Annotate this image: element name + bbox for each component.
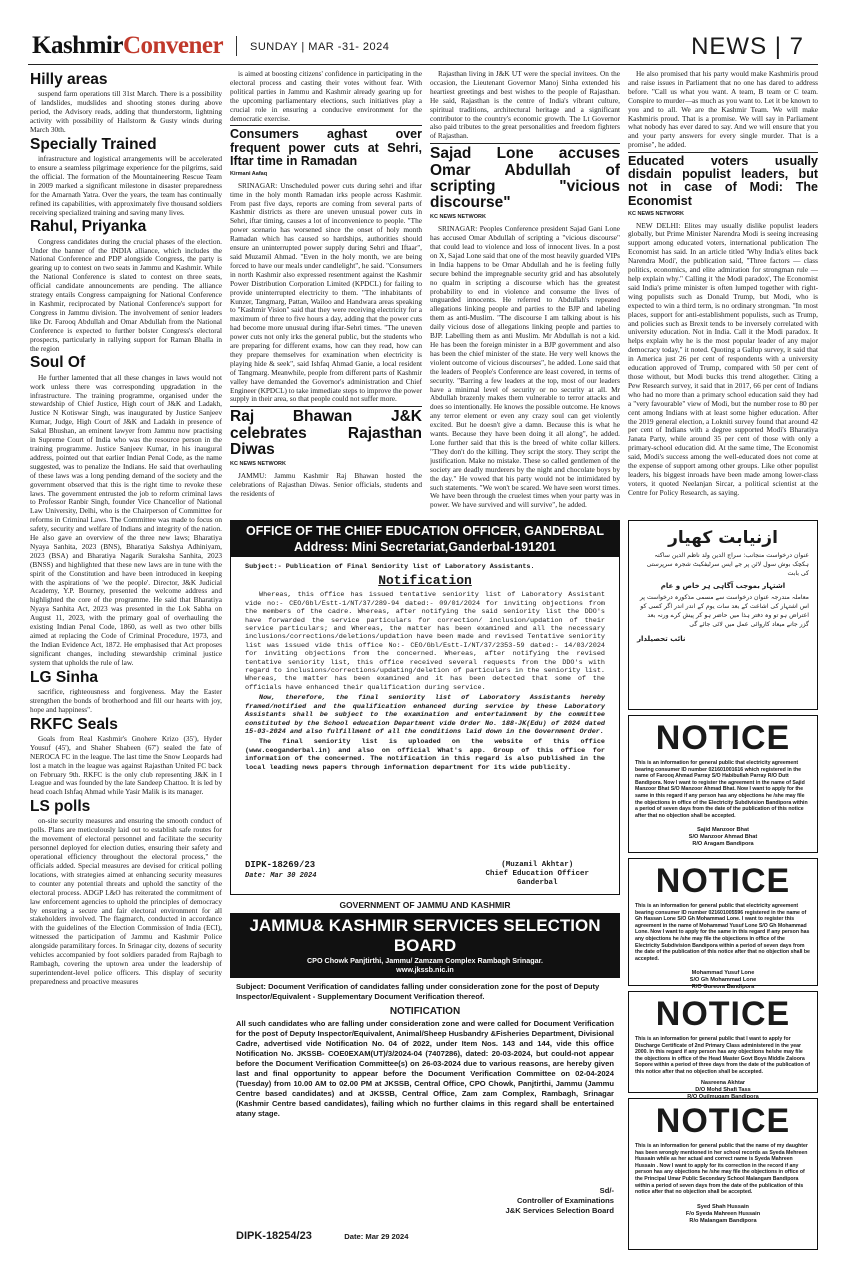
headline-raj-bhawan: Raj Bhawan J&K celebrates Rajasthan Diwas: [230, 408, 422, 458]
article-text: on-site security measures and ensuring the smooth conduct of polls. Plans are meticulously laid out to establish safe routes for the movement of electoral personnel and facilitate the security personnel deployed for election duties, ensuring their safety and operational efficiency throughout the electoral process," the officials added. Special measures are devised for critical polling locations, with strategies aimed at enhancing security measures to counter any potential threats and uphold the sanctity of the electoral process. ADGP L&O has reiterated the commitment of law enforcement agencies to uphold the principles of democracy by ensuring a secure and fair electoral environment for all stakeholders involved. The flagmarch, conducted in accordance with the guidelines of the Election Commission of India (ECI), witnessed the participation of Jammu and Kashmir Police alongside paramilitary forces. In Srinagar city, dozens of security vehicles accompanied by foot soldiers paraded from Rajbagh to Rambagh, covering the uptown area under the leadership of superintendent-level police officers. This display of security preparedness and proactive measures: [30, 816, 222, 986]
notice-title: NOTICE: [655, 1102, 791, 1140]
masthead: [28, 30, 818, 65]
ad-office-address: Address: Mini Secretariat,Ganderbal-191201: [294, 540, 556, 554]
notice-signer-address: R/O Quilmuqam Bandipora: [687, 1093, 759, 1100]
notice-title: NOTICE: [655, 719, 791, 757]
column-2: [230, 70, 422, 512]
notice-4: [628, 1098, 818, 1250]
headline-soul-of: Soul Of: [30, 354, 86, 372]
headline-consumers-aghast: Consumers aghast over frequent power cuts at Sehri, Iftar time in Ramadan: [230, 127, 422, 168]
section-page: NEWS | 7: [691, 33, 804, 60]
notice-2: [628, 858, 818, 991]
ad-header: [231, 521, 619, 557]
notice-signer-address: R/o Malangam Bandipora: [689, 1217, 757, 1224]
divider: [628, 152, 818, 153]
ad-body-italic: Now, therefore, the final seniority list of Laboratory Assistants hereby framed/notified and the qualification enhanced during service by these Laboratory Assistants shall be subject to the examination and entertainment by the committee constituted by the School education Department vide Order No. 188-JK(Edu) of 2024 dated 15-03-2024 and also fulfillment of all the conditions laid down in the Government Order.: [245, 694, 605, 736]
headline-hilly-areas: Hilly areas: [30, 71, 108, 88]
newspaper-logo: [32, 32, 223, 60]
jkssb-government: GOVERNMENT OF JAMMU AND KASHMIR: [339, 900, 511, 910]
notice-signer-name: Mohammad Yusuf Lone: [691, 970, 755, 977]
ad-signer-title: Chief Education Officer: [485, 870, 589, 878]
divider: [230, 125, 422, 126]
notice-signer-parent: S/O Manzoor Ahmad Bhat: [688, 834, 758, 841]
article-text: infrastructure and logistical arrangements will be accelerated to ensure a seamless pilgrimage experience for the pilgrims, said the official. The formation of the Mountaineering Rescue Team in 2009 marked a significant milestone in disaster preparedness for the Amarnath Yatra. Over the years, the team has continually refined its capabilities, with approximately five thousand soldiers receiving specialized training and saving many lives.: [30, 154, 222, 217]
issue-date: SUNDAY | MAR -31- 2024: [250, 41, 390, 53]
article-text: He also promised that his party would make Kashmiris proud and raise issues in Parliament that no one has dared to address before. "Call us what you want. A team, B team or C team. Conspire to murder—as much as you want to. Let it be known to you and to all. We are the Kashmir Team. We will make Kashmiris proud. That is a promise. We will say in Parliament what nobody has ever dared to say. And we will ensure that you and your party answers for every single murder. That is a promise", he added.: [628, 70, 818, 150]
jkssb-heading: NOTIFICATION: [389, 1006, 461, 1017]
jkssb-subject: Subject: Document Verification of candidates falling under consideration zone for the post of Deputy Inspector/Equivalent - Supplementary Document Verification thereof.: [236, 982, 600, 1001]
article-text: Rajasthan living in J&K UT were the special invitees. On the occasion, the Lieutenant Governor Manoj Sinha extended his heartiest greetings and best wishes to the people of Rajasthan. He said, Rajasthan is the centre of India's vibrant culture, spiritual traditions, architectural heritage and a significant contributor to the country's economic growth. The Lt Governor also paid tributes to the great personalities and freedom fighters of Rajasthan.: [430, 70, 620, 141]
divider: [430, 143, 620, 144]
notice-1: [628, 715, 818, 853]
jkssb-signer-title: Controller of Examinations: [516, 1196, 614, 1205]
byline: Kirmani Aafaq: [230, 170, 268, 177]
urdu-title: ازنیابت کھیار: [668, 528, 778, 548]
ad-date: Date: Mar 30 2024: [245, 872, 317, 880]
ad-signer-place: Ganderbal: [516, 879, 558, 887]
headline-rkfc-seals: RKFC Seals: [30, 715, 118, 733]
headline-ls-polls: LS polls: [30, 798, 91, 816]
masthead-divider: [236, 36, 237, 56]
ad-heading: Notification: [378, 573, 472, 589]
ad-office-title: OFFICE OF THE CHIEF EDUCATION OFFICER, GANDERBAL: [245, 524, 605, 538]
column-1: [30, 70, 222, 1252]
notice-title: NOTICE: [655, 862, 791, 900]
notice-signer-parent: D/O Mohd Shafi Tass: [695, 1086, 751, 1093]
notice-signer-name: Syed Shah Hussain: [697, 1203, 749, 1210]
article-text: NEW DELHI: Elites may usually dislike populist leaders globally, but Prime Minister Narendra Modi is seeing increasing support among educated voters, international publication The Economist has said. In an article titled 'Why India's elites back Narendra Modi', the publication said, "Three factors — class politics, economics, and elite admiration for strongman rule — help explain why." Calling it 'the Modi paradox', The Economist said India's prime minister is often lumped together with right-wing populists such as Donald Trump, but Modi, who is expected to win a third term, is no ordinary strongman. "In most places, support for anti-establishment populists, such as Trump, and policies such as Brexit tends to be inversely correlated with university education. Not in India. Call it the Modi paradox. It helps explain why he is the most popular leader of any major democracy today," it noted. Quoting a Gallup survey, it said that in America just 26 per cent of respondents with a university education approved of Trump, compared with 50 per cent of those without, but Modi bucks this trend altogether. Citing a Pew Research survey, it said that in 2017, 66 per cent of Indians who had no more than a primary school education said they had a "very favourable" view of Modi, but the number rose to 80 per cent among Indians with at least some higher education. After the 2019 general election, a Lokniti survey found that around 42 per cent of Indians with a degree supported Modi's Bharatiya Janata Party, while around 35 per cent of those with only a primary-school education did. At the same time, The Economist said, Modi's success among the well-educated does not come at the expense of support among other groups. Like other populist leaders, his biggest inroads have been made among lower-class voters, it quoted Neelanjan Sircar, a political scientist at the Centre for Policy Research, as saying.: [628, 220, 818, 497]
column-4: [628, 70, 818, 512]
logo-kashmir: Kashmir: [32, 32, 123, 59]
urdu-text: معاملہ مندرجہ عنوان درخواست سے مسمی مذکورہ درخواست پر اس اشتہار کی اشاعت کے بعد سات یوم کے اندر اندر اگر کسی کو اعتراض ہو تو وہ دفتر ہذا میں حاضر ہو کر پیش کرے ورنہ بعد گزر جانے میعاد کاروائی عمل میں لائی جائے گی: [639, 594, 809, 628]
notice-signature: [635, 827, 811, 848]
article-text: suspend farm operations till 31st March. There is a possibility of landslides, mudslides and shooting stones during above period, the Advisory reads, adding that thunderstorm, lightning activity with possibility of Hailstorm & Gusty winds during March 30th.: [30, 89, 222, 134]
urdu-subheading: اشتہار بموجب آگاہی ہر خاص و عام: [660, 582, 786, 590]
notice-signature: [635, 970, 811, 991]
urdu-signer: نائب تحصیلدار: [637, 635, 686, 643]
headline-sajad-lone: Sajad Lone accuses Omar Abdullah of scripting "vicious discourse": [430, 145, 620, 212]
jkssb-body: All such candidates who are falling under consideration zone and were called for Document Verification for the post of Deputy Inspector/Equivalent, Animal/Sheep Husbandry &Fisheries Department, Divisional Cadre, advertised vide Notification No. 04 of 2022, under Item Nos. 143 and 144, vide this office Notification No. JKSSB- COE0EXAM(UT)/3/2024-04 (7407286), dated: 20-03-2024, but could-not appear before the Document Verification Committee(s) on 26-03-2024 due to various reasons, are hereby given last and final opportunity to appear before the Document Verification Committee on 02-04-2024 (Tuesday) from 10.00 AM to 02.00 PM at JKSSB, Central Office, CPO Chowk, Panjtirthi, Jammu (Jammu Centre based candidates) and at JKSSB, Central Office, Zam zam Complex, Rambagh, Srinagar (Kashmir Centre based candidates), failing which no further claims in this regard shall be entertained atany stage.: [236, 1019, 614, 1118]
jkssb-website: www.jkssb.nic.in: [396, 965, 454, 974]
notice-signer-address: R/O Gureora Bandipora: [691, 984, 755, 991]
headline-educated-voters: Educated voters usually disdain populist leaders, but not in case of Modi: The Economist: [628, 154, 818, 208]
jkssb-signer-board: J&K Services Selection Board: [505, 1206, 614, 1215]
ceo-ganderbal-advertisement: [230, 520, 620, 895]
byline: KC NEWS NETWORK: [230, 461, 286, 468]
article-text: JAMMU: Jammu Kashmir Raj Bhawan hosted the celebrations of Rajasthan Diwas. Senior officials, students and the residents of: [230, 471, 422, 498]
jkssb-date: Date: Mar 29 2024: [344, 1232, 409, 1241]
notice-body: This is an information for general public that I want to apply for Discharge Certificate of 2nd Primary Class administered in the year 2000. In this regard if any person has any objections he/she may file the objections in office of the Head Master Govt Boys Middle Zaloora Sopore within a period of three days from the date of the publication of this notice after that no objection shall be accepted.: [635, 1036, 810, 1075]
article-text: He further lamented that all these changes in laws would not work unless there was corresponding upgradation in the infrastructure. The training programme, organised under the stewardship of Chief Justice, High court of J&K and Ladakh, Justice N Kotiswar Singh, was inaugurated by Justice Sanjeev Kumar, Judge, High Court of J&K and Ladakh in presence of Sakal Bhushan, an eminent lawyer from Jammu now practising in Supreme Court of India who was the resource person in the training programme. Justice Sanjeev Kumar, in his inaugural address, pointed out that earlier Indian Penal Code, as the name suggested, was to penalize the Indians. He said that overhauling of these laws was a long pending demand of the society and the government observed that this is the right time to revoke these laws. The government entrusted the job to reform criminal laws to Professor Ranbir Singh, founder Vice Chancellor of National Law University, Delhi, who is the Chairperson of Committee for reforms in Criminal Laws. The Committee was made to focus on safety, security and welfare of Indians and integrity of the nation. He also gave an overview of the three new laws; Bharatiya Nyaya Sanhita, 2023 (BNS), Bharatiya Sakshya Adhiniyam, 2023 (BSA) and Bharatiya Nagarik Suraksha Sanhita, 2023 (BNSS) and highlighted that these new laws are in tune with the spirit of the Constitution and have been introduced in keeping with the aspirations of 'we the people'. Director, J&K Judicial Academy, Y.P. Bourney, presented the welcome address and highlighted the core of the programme. He said that Bharatiya Nyaya Sanhita Act, 2023 was presented in the Lok Sabha on August 11, 2023, with the primary goal of overhauling the existing Indian Penal Code, 1860, as well as two other bills aimed at replacing the Code of Criminal Procedure, 1973, and the Indian Evidence Act, 1872. He emphasised that Act proposes significant changes, including stewardship criminal justice system that upholds the rule of law.: [30, 372, 222, 667]
article-text: sacrifice, righteousness and forgiveness. May the Easter strengthen the bonds of brotherhood and fill our hearts with joy, hope and happiness".: [30, 686, 222, 714]
column-3: [430, 70, 620, 512]
notice-body: This is an information for general public that electricity agreement bearing consumer ID number 021601005596 registered in the name of Gh Hassan Lone S/O Gh Mohammad Lone. I want to register this agreement in the name of Mohammad Yusuf Lone S/O Gh Mohammad Lone. Now I want to apply for the same in this regard if any person has any objections he /she may file the objections in office of the Electricity Subdivision Bandipora within a period of seven days from the date of the publication of this notice after that no objection shall be accepted.: [635, 903, 810, 962]
ad-body-final: The final seniority list is uploaded on the website of this office (www.ceoganderbal.in) and also on official What's app. Group of this office for information of the concerned. The notification in this regard is also published in the local leading news papers through information department for its wide publicity.: [245, 738, 605, 772]
logo-convener: Convener: [122, 32, 224, 59]
ad-dipk-number: DIPK-18269/23: [245, 860, 316, 870]
notice-title: NOTICE: [655, 995, 791, 1033]
ad-signer-name: (Muzamil Akhtar): [501, 861, 574, 869]
jkssb-advertisement: [230, 900, 620, 1250]
byline: KC NEWS NETWORK: [628, 210, 684, 217]
notice-signer-parent: F/o Syeda Mahreen Hussain: [685, 1210, 761, 1217]
headline-specially-trained: Specially Trained: [30, 135, 157, 153]
notice-body: This is an information for general public that electricity agreement bearing consumer ID number 021601001616 which registered in the name of Farooq Ahmad Parray S/O Habibullah Parray R/O Dutt Bandipora. Now I want to register the agreement in the name of Sajid Manzoor Bhat S/O Manzoor Ahmad Bhat. Now I want to apply for the same in this regard if any person has any objections he /she may file the objections in office of the Electricity Subdivision Bandipora within a period of seven days from the date of the publication of this notice after that no objection shall be accepted.: [635, 760, 808, 819]
ad-body: Whereas, this office has issued tentative seniority list of Laboratory Assistant vide no:- CEO/Gbl/Estt-1/NT/37/289-94 dated:- 09/01/2024 for inviting objections from the members of the cadre. Whereas, after notifying the said seniority list the DDO's have forwarded the service particulars for correction/ inclusion/updation of their service particulars; and Whereas, the matter has been examined and all the necessary inclusions/corrections/deletions/updation have been made and revised Tentative seniority list was issued vide this office No:- CEO/Gbl/Estt-I/NT/37/2353-59 dated:- 14/03/2024 for inviting objections from the concerned. Whereas, after notifying the revised tentative seniority list, this office received several requests from the DDO's with regard to inclusions/corrections/updating/deletion of particulars in the seniority list. Whereas, the matter has been examined and it has been detected that some of the officials have enhanced their qualification during service.: [245, 591, 605, 692]
jkssb-sd: Sd/-: [599, 1186, 614, 1195]
jkssb-address: CPO Chowk Panjtirthi, Jammu/ Zamzam Complex Rambagh Srinagar.: [306, 956, 544, 965]
headline-lg-sinha: LG Sinha: [30, 668, 99, 686]
notice-signer-parent: S/O Gh Mohammad Lone: [689, 977, 757, 984]
notice-signer-address: R/O Aragam Bandipora: [692, 841, 754, 848]
ad-subject: Subject:- Publication of Final Seniority list of Laboratory Assistants.: [245, 563, 535, 571]
urdu-body: عنوان درخواست منجانب: سراج الدین ولد ناظم الدین ساکنہ ہکچک بوش سول لائن پر جے ایس سرٹیفکیٹ شجرہ سرپرستی کی بابت: [646, 552, 809, 577]
notice-signature: [635, 1204, 811, 1225]
notice-body: This is an information for general public that the name of my daughter has been wrongly mentioned in her school records as Syeda Mehreen Hussain while as her actual and correct name is Syeda Mahreen Hussain . Now I want to apply for its correction in the record if any person has any objections he /she may file the objections in office of the Principal Umar Public Secondary School Malangam Bandipora within a period of seven days from the date of the publication of this notice after that no objection shall be accepted.: [635, 1143, 808, 1196]
jkssb-dipk-number: DIPK-18254/23: [236, 1230, 312, 1242]
byline: KC NEWS NETWORK: [430, 214, 486, 221]
notice-signer-name: Sajid Manzoor Bhat: [697, 827, 749, 834]
article-text: is aimed at boosting citizens' confidence in participating in the electoral process and casting their votes without fear. With political parties in Jammu and Kashmir already gearing up for the upcoming parliamentary elections, such initiatives play a crucial role in ensuring a conducive environment for the democratic exercise.: [230, 70, 422, 123]
divider: [230, 406, 422, 407]
jkssb-title: JAMMU& KASHMIR SERVICES SELECTION BOARD: [249, 916, 601, 955]
article-text: SRINAGAR: Unscheduled power cuts during sehri and iftar time in the holy month Ramadan irks people across Kashmir. From past five days, reports are coming from several parts of Kashmir districts as there are uneven unusual power cuts in Sehri, iftar timing, causes a lot of inconvenience to people. "The power scenario has worsened since the onset of holy month Ramadan which has caused so hardships, authorities should ensure an uninterrupted power supply during Sehri and Iftaar", said Muzamil Ahmad. "Even in the holy month, we are being forced to have our meals under candlelight", he said. "Consumers in north Kashmir also expressed resentment against the Kashmir Power Distribution Corporation Limited (KPDCL) for failing to provide uninterrupted electricity to them. "The inhabitants of Kunzer, Tangmarg, Pattan, Wailoo and Handwara areas speaking to "Kashmir Vision" said that they were receiving electricity for a maximum of three to five hours a day, adding that the power cuts had become more unusual during iftar-Sehri times. "The uneven power cuts not only irks the general public, but the students who are preparing for different exams, how can they read, how can they prepare themselves for examination when electricity is playing hide & seek", said Ishfaq Ahmad Ganie, a local resident of Tangmarg. Meanwhile, people from different parts of Kashmir valley have demanded the Governor's administration and Chief Engineer (KPDCL) to take immediate steps to improve the power supply in their area, so that people could not suffer more.: [230, 180, 422, 404]
notice-3: [628, 991, 818, 1100]
urdu-advertisement: [628, 520, 818, 710]
headline-rahul-priyanka: Rahul, Priyanka: [30, 218, 147, 236]
article-text: Goals from Real Kashmir's Gnohere Krizo (35'), Hyder Yousuf (45'), and Shaher Shaheen (67') sealed the fate of NEROCA FC in the league. The last time the Snow Leopards had lost a match in the league was against Rajasthan United FC back on February 9th. RKFC is the only club representing J&K in I League and was founded by the late Sandeep Chattoo. It is led by head coach Ishfaq Ahmad while Yasir Malik is its manager.: [30, 733, 222, 797]
article-text: SRINAGAR: Peoples Conference president Sajad Gani Lone has accused Omar Abdullah of scripting a "vicious discourse" that could lead to violence and loss of innocent lives. In a post on X, Sajad Lone said that one of the most heavily guarded VIPs in India happens to be Omar Abdullah and he is feeling fully secure behind the impregnable security grid and has absolutely no qualm in scripting a discourse which has the greatest probability to end in violence and consume the lives of unguarded innocents. He referred to Abdullah's repeated allegations linking people and parties to the BJP and labeling them as anti-Muslim. "The discourse I am talking about is his daily vicious dose of allegations linking people and parties to BJP. Labelling them as anti Muslim. Mr Abdullah is not a kid. He has been the foreign minister in a BJP government and also has been the chief minister of the state. He very well knows the violent outcome of vicious discourses", he added. Lone said that the leaders of People's Conference are least covered, in terms of security. "Barring a few leaders at the top, most of our leaders have a minimal level of security or no security at all. Mr Abdullah brazenly makes them vulnerable to terror attacks and does so intentionally. He knows the possible outcome. He knows any terror element or even any crazy soul can get violently excited. But he doesn't give a damn. Because this is what he wants. Because they have been doing it all along", he added. Lone further said that this is the breed of white collar killers. "They don't do the killing. They script the story. They script the justification. Make no mistake. These so called gentlemen of the society are deadly murderers by the night and chocolate boys by the day." He vowed that his party would not be intimidated by such statements. "We won't be scared. We have seen worst times. We have been through the cruelest times when your party was in power. We have survived and will survive", he added.: [430, 224, 620, 510]
article-text: Congress candidates during the crucial phases of the election. Under the banner of the INDIA alliance, which includes the National Conference and PDP alongside Congress, the party is gearing up to contest on two seats in Jammu and Kashmir. While the National Conference is slated to contest on three seats, official candidate announcements are pending. The alliance strategy entails Congress campaigning for National Conference in Kashmir, reciprocated by National Conference's support for Congress in Jammu division. The involvement of senior leaders like Dr. Farooq Abdullah and Omar Abdullah from the National Conference is expected to further bolster Congress's electoral prospects, particularly in rallying support for Raman Bhalla in the region: [30, 236, 222, 353]
notice-signer-name: Nasreena Akhtar: [700, 1079, 746, 1086]
